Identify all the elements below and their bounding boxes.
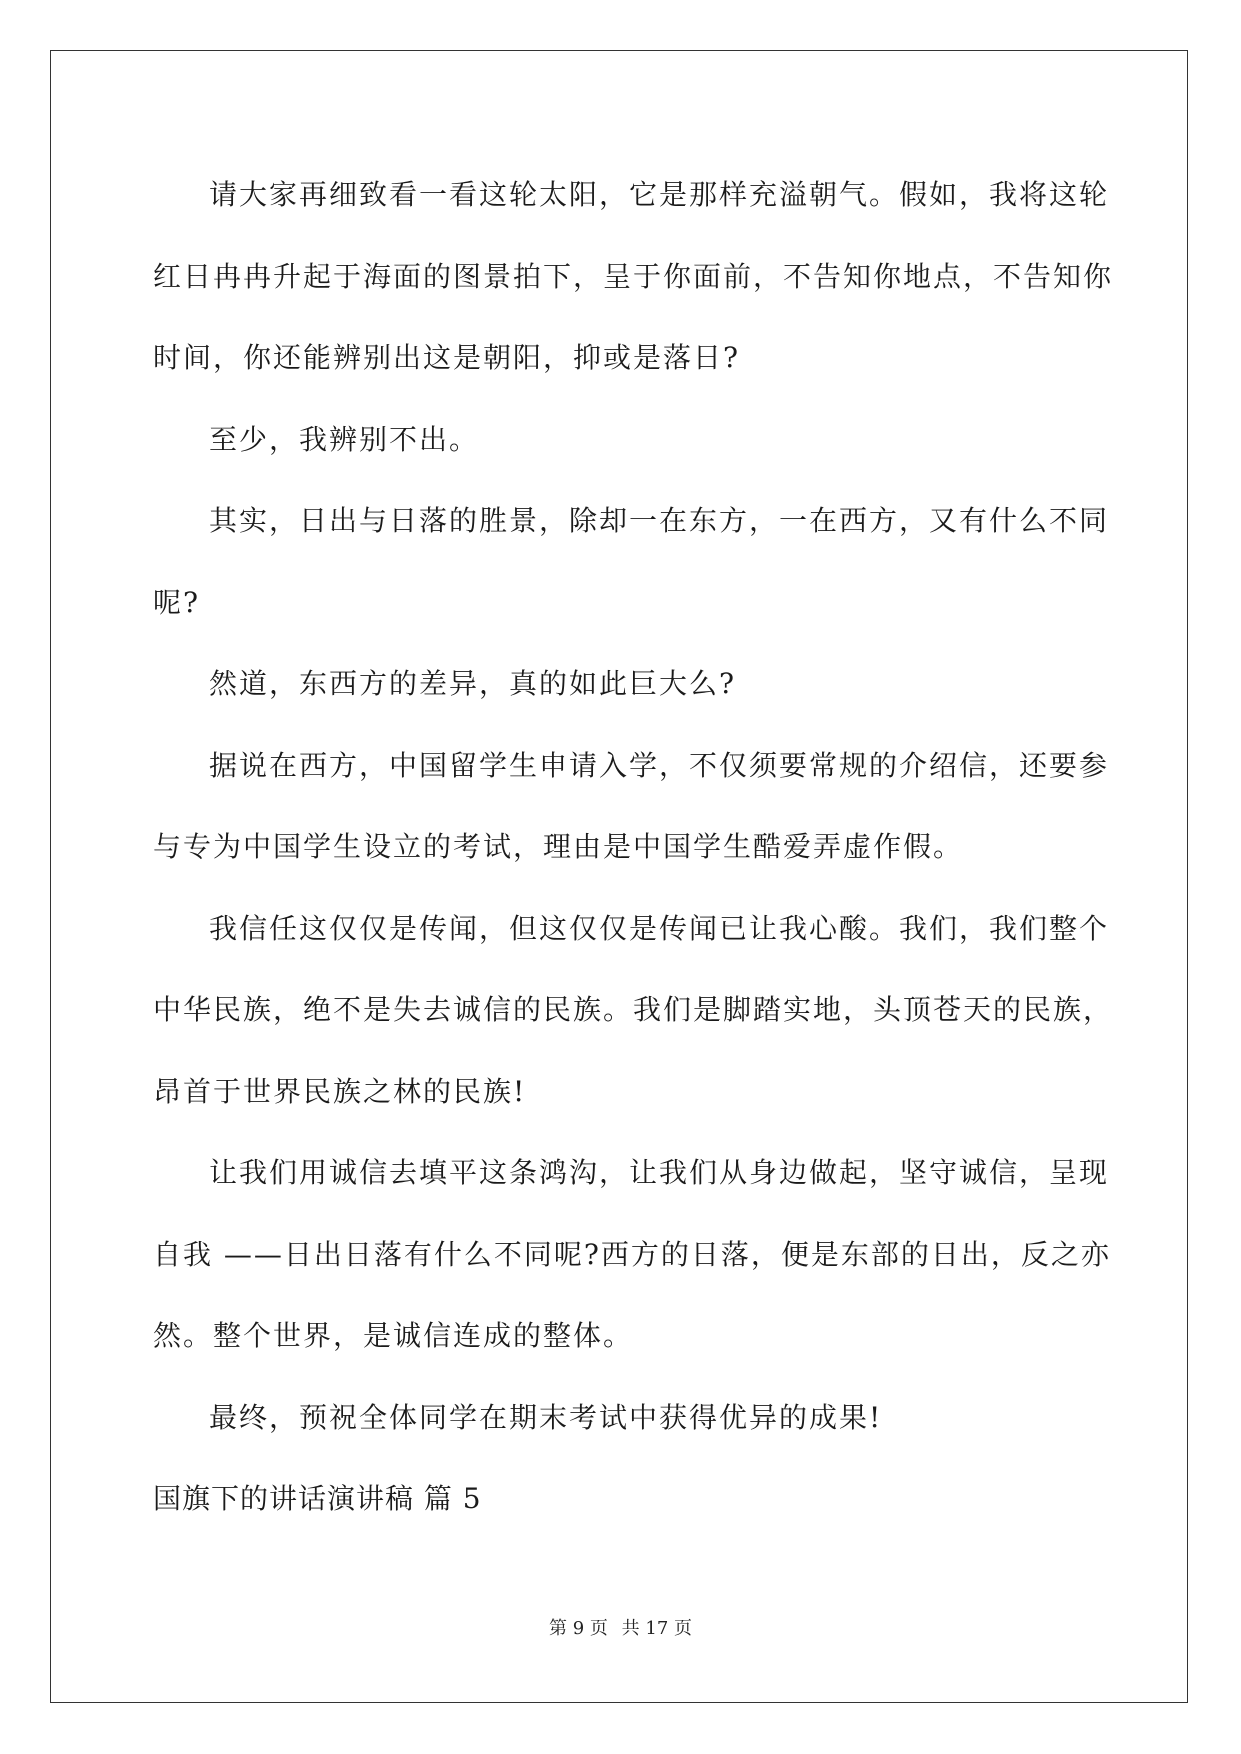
section-heading: 国旗下的讲话演讲稿 篇 5 xyxy=(153,1482,482,1515)
paragraph: 最终，预祝全体同学在期末考试中获得优异的成果! xyxy=(209,1400,883,1434)
paragraph: 我信任这仅仅是传闻，但这仅仅是传闻已让我心酸。我们，我们整个中华民族，绝不是失去诚信的民族。我们是脚踏实地，头顶苍天的民族，昂首于世界民族之林的民族! xyxy=(153,911,1114,1108)
page-number: 第 9 页 xyxy=(549,1618,608,1639)
paragraph: 然道，东西方的差异，真的如此巨大么? xyxy=(209,667,737,700)
paragraph: 至少，我辨别不出。 xyxy=(209,422,480,456)
page-total: 共 17 页 xyxy=(621,1618,692,1639)
paragraph: 其实，日出与日落的胜景，除却一在东方，一在西方，又有什么不同呢? xyxy=(153,504,1110,619)
document-body xyxy=(153,154,1113,1540)
paragraph: 让我们用诚信去填平这条鸿沟，让我们从身边做起，坚守诚信，呈现自我 ——日出日落有什么不同呢?西方的日落，便是东部的日出，反之亦然。整个世界，是诚信连成的整体。 xyxy=(153,1156,1111,1352)
page-footer xyxy=(0,1614,1241,1640)
paragraph: 据说在西方，中国留学生申请入学，不仅须要常规的介绍信，还要参与专为中国学生设立的考试，理由是中国学生酷爱弄虚作假。 xyxy=(153,748,1110,863)
paragraph: 请大家再细致看一看这轮太阳，它是那样充溢朝气。假如，我将这轮红日冉冉升起于海面的图景拍下，呈于你面前，不告知你地点，不告知你时间，你还能辨别出这是朝阳，抑或是落日? xyxy=(153,178,1114,374)
